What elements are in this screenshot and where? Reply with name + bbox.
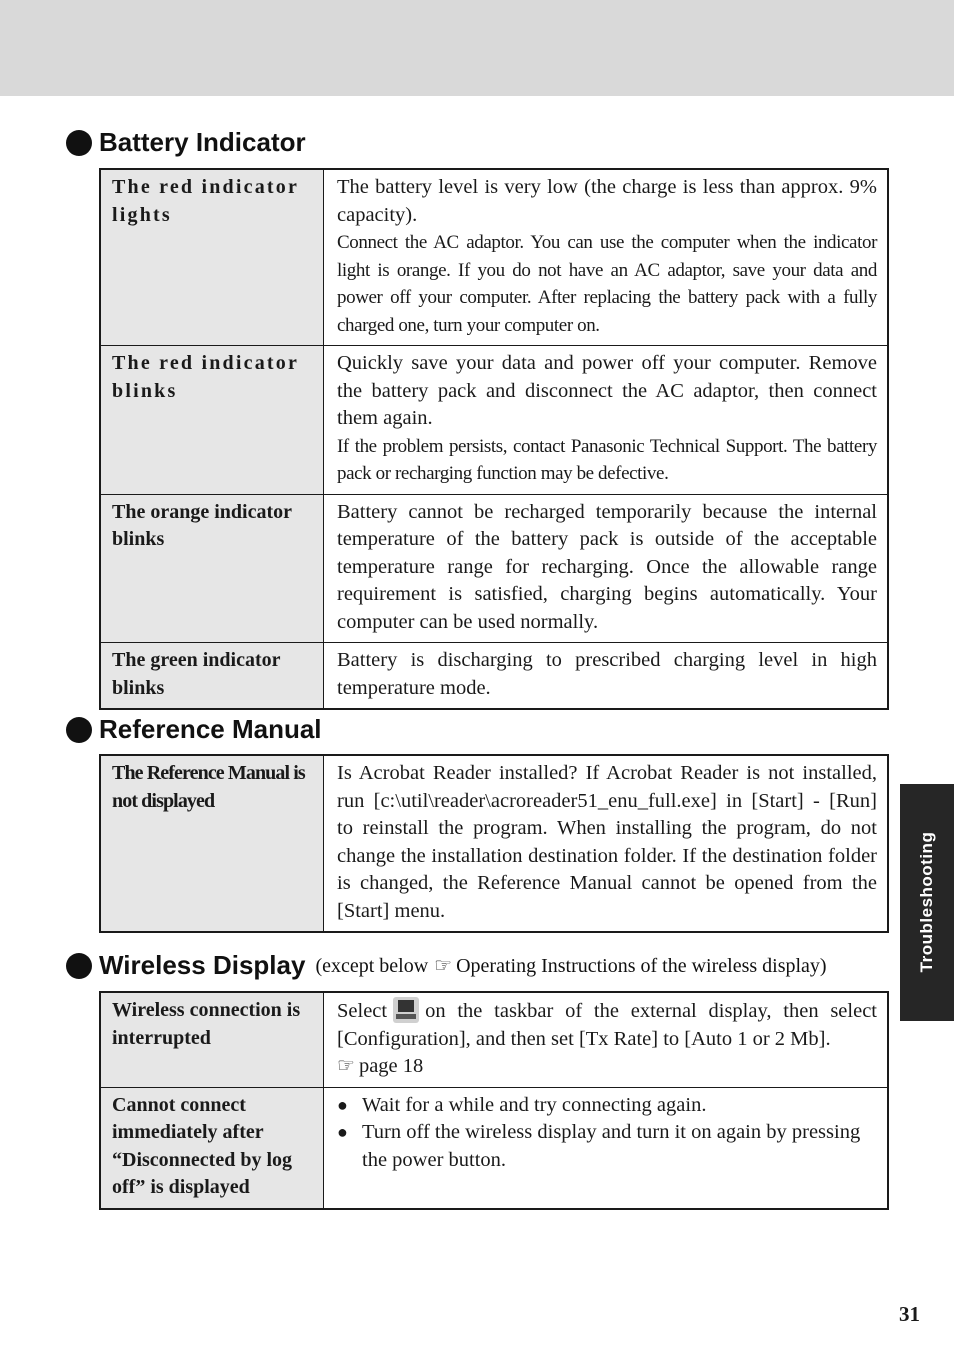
reference-table — [99, 754, 889, 933]
remedy-text: Select — [337, 1000, 388, 1022]
remedy-text: The battery level is very low (the charge is less than approx. 9% capacity). — [337, 176, 877, 226]
remedy-cell — [324, 169, 889, 346]
remedy-text: If the problem persists, contact Panasonic Technical Support. The battery pack or recharging function may be defective. — [337, 435, 877, 484]
list-item — [337, 1092, 877, 1120]
remedy-text: Is Acrobat Reader installed? If Acrobat Reader is not installed, run [c:\util\reader\acroreader51_enu_full.exe] in [Start] - [Run] to reinstall the program. When installing the program, do not change the installation destination folder. If the destination folder is changed, the Reference Manual cannot be opened from the [Start] menu. — [337, 762, 877, 922]
table-row — [100, 643, 888, 710]
remedy-text: on the taskbar of the external display, then select [Configuration], and then set [Tx Rate] to [Auto 1 or 2 Mb]. — [337, 1000, 877, 1050]
condition-cell: The red indicator blinks — [100, 346, 324, 495]
table-row — [100, 169, 888, 346]
bullet-icon: ● — [337, 1122, 348, 1142]
condition-cell: The Reference Manual is not displayed — [100, 755, 324, 932]
battery-section-heading — [66, 127, 306, 158]
table-row — [100, 346, 888, 495]
condition-cell: Cannot connect immediately after “Disconnected by log off” is displayed — [100, 1087, 324, 1209]
remedy-list — [337, 1092, 877, 1175]
condition-cell: The green indicator blinks — [100, 643, 324, 710]
remedy-cell — [324, 755, 889, 932]
section-title: Reference Manual — [99, 714, 322, 744]
remedy-text: Battery cannot be recharged temporarily because the internal temperature of the battery pack is outside of the acceptable temperature range for recharging. Once the allowable range requirement is satisfied, charging begins automatically. Your computer can be used normally. — [337, 500, 877, 633]
reference-section-heading — [66, 714, 322, 745]
remedy-text: Battery is discharging to prescribed charging level in high temperature mode. — [337, 649, 877, 699]
section-title: Wireless Display — [99, 950, 306, 980]
wireless-display-taskbar-icon — [393, 997, 419, 1023]
wireless-section-heading — [66, 950, 827, 981]
remedy-cell — [324, 494, 889, 643]
page-reference — [337, 1053, 877, 1081]
wireless-table — [99, 991, 889, 1210]
table-row — [100, 992, 888, 1087]
remedy-cell — [324, 992, 889, 1087]
table-row — [100, 494, 888, 643]
page-number: 31 — [899, 1302, 920, 1326]
table-row — [100, 755, 888, 932]
pointing-hand-icon: ☞ — [434, 955, 453, 977]
bullet-icon: ● — [337, 1094, 348, 1115]
section-note — [315, 953, 826, 978]
battery-table — [99, 168, 889, 710]
note-text: (except below — [315, 955, 429, 977]
section-side-tab — [900, 784, 954, 1021]
condition-cell: The red indicator lights — [100, 169, 324, 346]
bullet-icon — [66, 717, 92, 743]
pointing-hand-icon: ☞ — [337, 1055, 355, 1077]
header-band — [0, 0, 954, 96]
list-item-text: Wait for a while and try connecting again. — [362, 1093, 707, 1116]
condition-cell: Wireless connection is interrupted — [100, 992, 324, 1087]
side-tab-label: Troubleshooting — [917, 831, 936, 973]
remedy-text: Connect the AC adaptor. You can use the computer when the indicator light is orange. If you do not have an AC adaptor, save your data and power off your computer. After replacing the battery pack with a fully charged one, turn your computer on. — [337, 232, 877, 336]
bullet-icon — [66, 953, 92, 979]
table-row — [100, 1087, 888, 1209]
list-item — [337, 1119, 877, 1174]
remedy-cell — [324, 346, 889, 495]
condition-cell: The orange indicator blinks — [100, 494, 324, 643]
section-title: Battery Indicator — [99, 127, 306, 157]
note-text: Operating Instructions of the wireless display) — [456, 955, 827, 977]
page-ref-text: page 18 — [358, 1055, 424, 1077]
list-item-text: Turn off the wireless display and turn it on again by pressing the power button. — [362, 1121, 861, 1171]
remedy-cell — [324, 643, 889, 710]
bullet-icon — [66, 130, 92, 156]
remedy-text: Quickly save your data and power off your computer. Remove the battery pack and disconnect the AC adaptor, then connect them again. — [337, 352, 877, 429]
remedy-cell — [324, 1087, 889, 1209]
